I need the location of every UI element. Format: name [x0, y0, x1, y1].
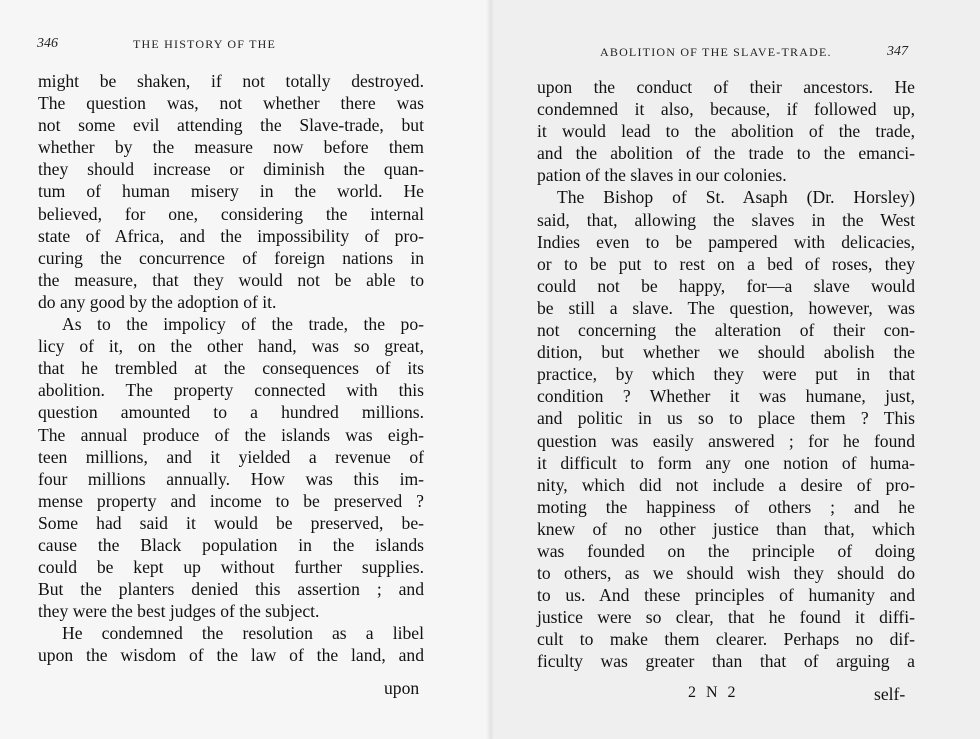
text-line: that he trembled at the consequences of its	[38, 358, 424, 379]
text-line: or to be put to rest on a bed of roses, they	[537, 253, 915, 274]
text-line: not concerning the alteration of their con-	[537, 320, 915, 341]
text-line: practice, by which they were put in that	[537, 364, 915, 385]
text-line: be still a slave. The question, however, was	[537, 297, 915, 318]
text-line: The question was, not whether there was	[38, 93, 424, 114]
text-line: condition ? Whether it was humane, just,	[537, 386, 915, 407]
text-line: ficulty was greater than that of arguing a	[537, 651, 915, 672]
text-line: licy of it, on the other hand, was so great,	[38, 336, 424, 357]
text-line: dition, but whether we should abolish the	[537, 342, 915, 363]
right-text-column	[537, 76, 915, 673]
text-line: nity, which did not include a desire of pro-	[537, 474, 915, 495]
text-line: whether by the measure now before them	[38, 137, 424, 158]
text-line: they were the best judges of the subject.	[38, 601, 320, 622]
right-page	[490, 0, 980, 739]
text-line: But the planters denied this assertion ; and	[38, 579, 424, 600]
text-line: four millions annually. How was this im-	[38, 468, 424, 489]
text-line: condemned it also, because, if followed up,	[537, 99, 915, 120]
text-line: The annual produce of the islands was eigh-	[38, 424, 424, 445]
text-line: they should increase or diminish the quan-	[38, 159, 424, 180]
text-line: and the abolition of the trade to the emanci-	[537, 143, 915, 164]
text-line: might be shaken, if not totally destroyed.	[38, 71, 424, 91]
running-head-right: ABOLITION OF THE SLAVE-TRADE.	[600, 45, 832, 59]
page-number-right: 347	[887, 44, 908, 59]
text-line: Indies even to be pampered with delicacies,	[537, 231, 915, 252]
text-line: pation of the slaves in our colonies.	[537, 165, 787, 186]
text-line: said, that, allowing the slaves in the West	[537, 209, 915, 230]
text-line: moting the happiness of others ; and he	[537, 496, 915, 517]
text-line: to us. And these principles of humanity and	[537, 585, 915, 606]
text-line: justice were so clear, that he found it diffi-	[537, 607, 915, 628]
left-text-column	[38, 70, 424, 667]
text-line: knew of no other justice than that, which	[537, 518, 915, 539]
text-line: believed, for one, considering the internal	[38, 203, 424, 224]
text-line: The Bishop of St. Asaph (Dr. Horsley)	[557, 187, 915, 208]
text-line: not some evil attending the Slave-trade, but	[38, 115, 424, 136]
text-line: state of Africa, and the impossibility of pro-	[38, 225, 424, 246]
text-line: it difficult to form any one notion of huma-	[537, 452, 915, 473]
text-line: teen millions, and it yielded a revenue of	[38, 446, 424, 467]
text-line: the measure, that they would not be able to	[38, 269, 424, 290]
signature-mark: 2 N 2	[688, 684, 739, 701]
text-line: it would lead to the abolition of the trade,	[537, 121, 915, 142]
text-line: He condemned the resolution as a libel	[62, 623, 424, 644]
text-line: curing the concurrence of foreign nations in	[38, 247, 424, 268]
text-line: to others, as we should wish they should do	[537, 563, 915, 584]
text-line: abolition. The property connected with this	[38, 380, 424, 401]
book-gutter	[486, 0, 494, 739]
text-line: cause the Black population in the islands	[38, 534, 424, 555]
text-line: upon the wisdom of the law of the land, and	[38, 645, 424, 666]
text-line: could be kept up without further supplies.	[38, 557, 424, 578]
text-line: do any good by the adoption of it.	[38, 291, 277, 312]
text-line: As to the impolicy of the trade, the po-	[62, 314, 424, 335]
text-line: upon the conduct of their ancestors. He	[537, 77, 915, 97]
catchword-right: self-	[874, 684, 906, 704]
text-line: was founded on the principle of doing	[537, 540, 915, 561]
text-line: could not be happy, for—a slave would	[537, 275, 915, 296]
text-line: Some had said it would be preserved, be-	[38, 512, 424, 533]
text-line: question amounted to a hundred millions.	[38, 402, 424, 423]
text-line: question was easily answered ; for he found	[537, 430, 915, 451]
running-head-left: THE HISTORY OF THE	[133, 37, 277, 51]
text-line: cult to make them clearer. Perhaps no dif-	[537, 629, 915, 650]
text-line: tum of human misery in the world. He	[38, 181, 424, 202]
text-line: mense property and income to be preserved ?	[38, 490, 424, 511]
page-number-left: 346	[37, 36, 58, 51]
text-line: and politic in us so to place them ? This	[537, 408, 915, 429]
catchword-left: upon	[384, 678, 420, 698]
